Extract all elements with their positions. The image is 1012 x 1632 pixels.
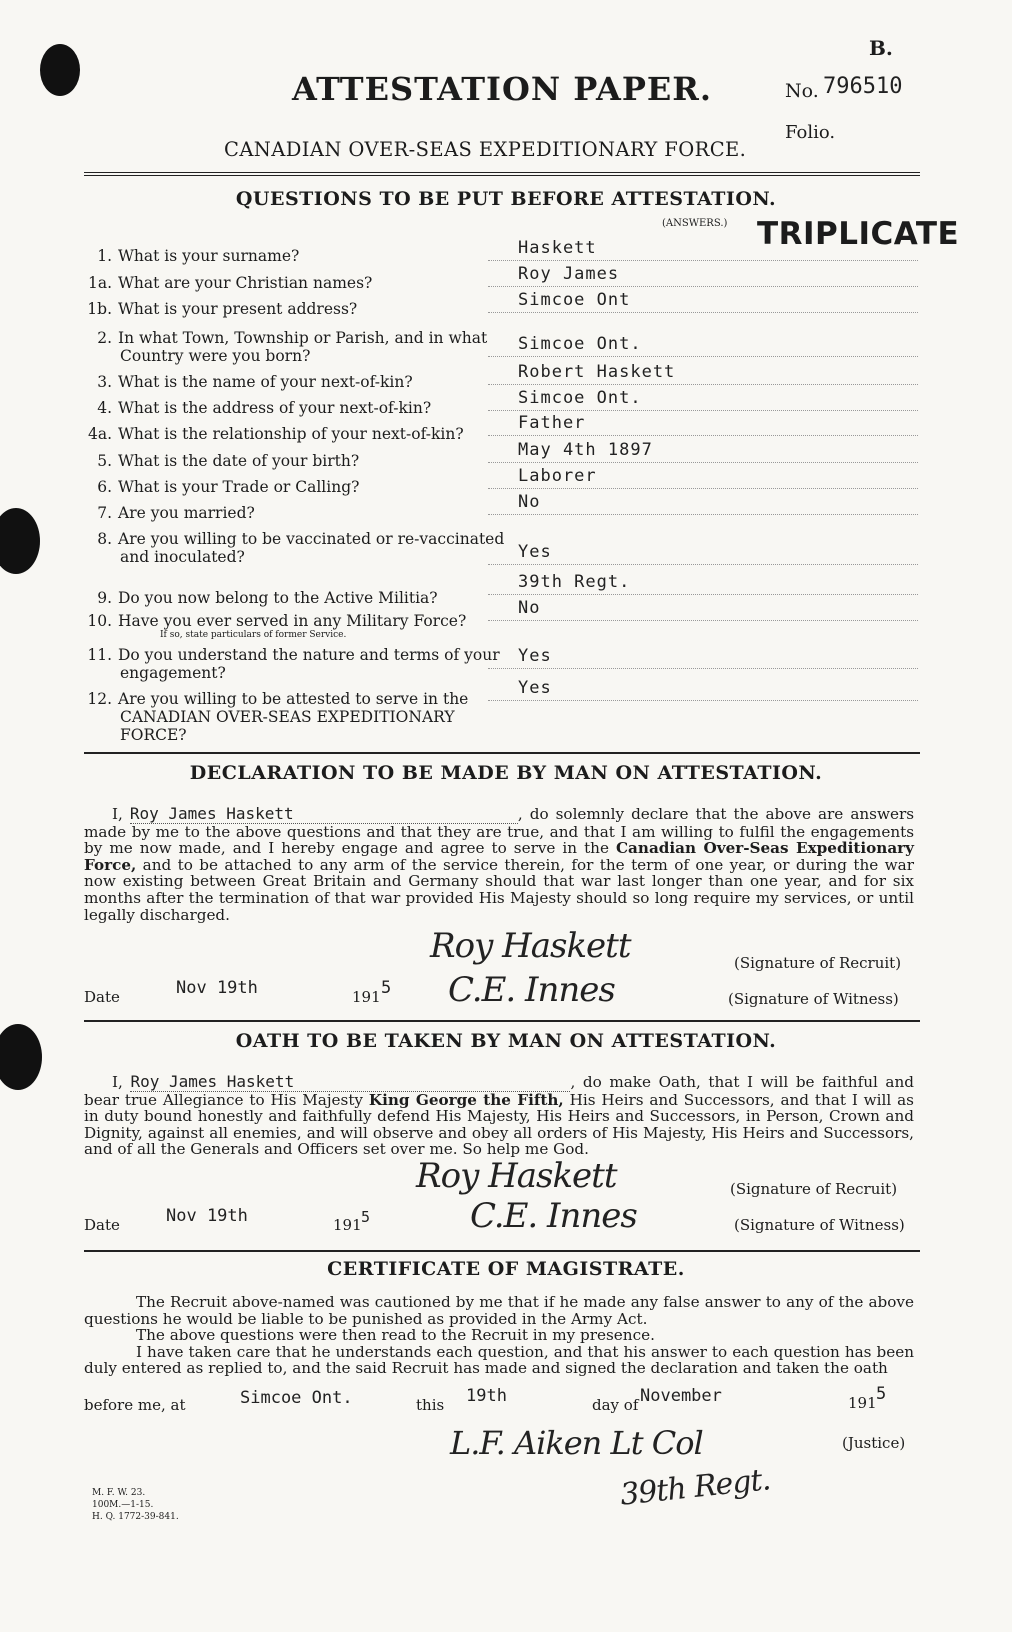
answer-line — [488, 356, 918, 357]
declaration-date: Nov 19th — [176, 978, 258, 998]
question-text: Have you ever served in any Military Force? — [118, 612, 467, 630]
question-item — [84, 373, 520, 392]
question-number: 4a. — [87, 425, 112, 443]
certificate-month: November — [640, 1386, 722, 1406]
question-number: 10. — [87, 612, 112, 630]
certificate-year-prefix: 191 — [848, 1394, 877, 1412]
declaration-text: I, Roy James Haskett , do solemnly declare that the above are answers made by me to the above questions and that they are true, and that I am willing to fulfil the engagements by me now made, and I hereby engage and agree to serve in the Canadian Over-Seas Expeditionary Force, and to be attached to any arm of the service therein, for the term of one year, or during the war now existing between Great Britain and Germany should that war last longer than one year, and for six months after the termination of that war provided His Majesty should so long require my services, or until legally discharged. — [84, 804, 914, 924]
question-number: 1. — [97, 247, 112, 265]
hq-reference: H. Q. 1772-39-841. — [92, 1512, 179, 1522]
answer-line — [488, 462, 918, 463]
year-suffix: 5 — [381, 978, 392, 998]
oath-year-suffix: 5 — [361, 1208, 371, 1226]
answer-line — [488, 488, 918, 489]
serial-number: 796510 — [823, 74, 903, 99]
answer-value: No — [518, 598, 541, 618]
questions-title: QUESTIONS TO BE PUT BEFORE ATTESTATION. — [235, 188, 777, 210]
question-number: 9. — [97, 589, 112, 607]
answer-line — [488, 384, 918, 385]
certificate-title: CERTIFICATE OF MAGISTRATE. — [327, 1258, 685, 1280]
question-number: 6. — [97, 478, 112, 496]
question-item — [84, 274, 520, 293]
question-item — [84, 425, 520, 444]
force-name: CANADIAN OVER-SEAS EXPEDITIONARY FORCE. — [224, 138, 747, 161]
recruit-signature: Roy Haskett — [430, 926, 631, 966]
day-of-label: day of — [592, 1396, 639, 1414]
question-item — [84, 589, 520, 608]
question-item — [84, 690, 520, 745]
question-number: 5. — [97, 452, 112, 470]
punch-hole — [40, 44, 80, 96]
answer-value: 39th Regt. — [518, 572, 631, 592]
form-code: M. F. W. 23. — [92, 1488, 146, 1498]
before-label: before me, at — [84, 1396, 186, 1414]
answers-label: (ANSWERS.) — [662, 218, 728, 229]
divider — [84, 172, 920, 176]
oath-witness-signature: C.E. Innes — [470, 1196, 637, 1236]
oath-date: Nov 19th — [166, 1206, 248, 1226]
answer-line — [488, 435, 918, 436]
divider — [84, 1020, 920, 1022]
question-text: Are you willing to be attested to serve in the CANADIAN OVER-SEAS EXPEDITIONARY FORCE? — [118, 690, 469, 744]
question-text: What is your present address? — [118, 300, 358, 318]
answer-value: Father — [518, 413, 586, 433]
certificate-text: The Recruit above-named was cautioned by me that if he made any false answer to any of the above questions he would be liable to be punished as provided in the Army Act. The above questions were then read to the Recruit in my presence. I have taken care that he understands each question, and that his answer to each question has been duly entered as replied to, and the said Recruit has made and signed the declaration and taken the oath — [84, 1293, 914, 1378]
question-text: What is your Trade or Calling? — [118, 478, 360, 496]
answer-value: Yes — [518, 542, 552, 562]
question-text: What is the address of your next-of-kin? — [118, 399, 432, 417]
question-text: Do you now belong to the Active Militia? — [118, 589, 438, 607]
magistrate-unit-signature: 39th Regt. — [618, 1462, 772, 1513]
answer-value: May 4th 1897 — [518, 440, 653, 460]
question-item — [84, 452, 520, 471]
oath-title: OATH TO BE TAKEN BY MAN ON ATTESTATION. — [235, 1030, 777, 1052]
question-text: What are your Christian names? — [118, 274, 373, 292]
answer-line — [488, 564, 918, 565]
punch-hole — [0, 508, 40, 574]
question-number: 1a. — [87, 274, 112, 292]
print-run: 100M.—1-15. — [92, 1500, 154, 1510]
question-item — [84, 478, 520, 497]
answer-line — [488, 312, 918, 313]
question-note: If so, state particulars of former Service. — [160, 630, 347, 640]
answer-line — [488, 594, 918, 595]
answer-value: Simcoe Ont. — [518, 388, 642, 408]
witness-signature-label: (Signature of Witness) — [728, 990, 899, 1008]
answer-value: Robert Haskett — [518, 362, 676, 382]
this-label: this — [416, 1396, 445, 1414]
answer-line — [488, 620, 918, 621]
question-number: 3. — [97, 373, 112, 391]
divider — [84, 1250, 920, 1252]
question-number: 1b. — [87, 300, 112, 318]
question-number: 7. — [97, 504, 112, 522]
answer-value: Haskett — [518, 238, 597, 258]
witness-signature: C.E. Innes — [448, 970, 615, 1010]
number-label: No. — [785, 80, 819, 102]
divider — [84, 752, 920, 754]
recruit-signature-label: (Signature of Recruit) — [734, 954, 902, 972]
answer-value: Yes — [518, 678, 552, 698]
answer-value: Simcoe Ont. — [518, 334, 642, 354]
question-text: Do you understand the nature and terms of your engagement? — [118, 646, 500, 682]
question-number: 11. — [87, 646, 112, 664]
triplicate-stamp: TRIPLICATE — [757, 216, 960, 252]
justice-label: (Justice) — [842, 1434, 906, 1452]
year-prefix: 191 — [352, 988, 381, 1006]
answer-line — [488, 514, 918, 515]
question-number: 2. — [97, 329, 112, 347]
answer-line — [488, 668, 918, 669]
question-item — [84, 504, 520, 523]
answer-value: Yes — [518, 646, 552, 666]
question-item — [84, 247, 520, 266]
oath-witness-signature-label: (Signature of Witness) — [734, 1216, 905, 1234]
question-item — [84, 646, 520, 683]
question-text: What is your surname? — [118, 247, 300, 265]
oath-date-label: Date — [84, 1216, 120, 1234]
answer-line — [488, 700, 918, 701]
date-label: Date — [84, 988, 120, 1006]
question-text: Are you willing to be vaccinated or re-vaccinated and inoculated? — [118, 530, 505, 566]
question-item — [84, 300, 520, 319]
question-text: What is the date of your birth? — [118, 452, 360, 470]
oath-text: I, Roy James Haskett , do make Oath, that I will be faithful and bear true Allegiance to His Majesty King George the Fifth, His Heirs and Successors, and that I will as in duty bound honestly and faithfully defend His Majesty, His Heirs and Successors, in Person, Crown and Dignity, against all enemies, and will observe and obey all orders of His Majesty, His Heirs and Successors, and of all the Generals and Officers set over me. So help me God. — [84, 1072, 914, 1159]
question-text: What is the name of your next-of-kin? — [118, 373, 413, 391]
answer-line — [488, 260, 918, 261]
certificate-day: 19th — [466, 1386, 507, 1406]
question-item — [84, 329, 520, 366]
question-number: 8. — [97, 530, 112, 548]
oath-year-prefix: 191 — [333, 1216, 362, 1234]
declaration-title: DECLARATION TO BE MADE BY MAN ON ATTESTATION. — [189, 762, 823, 784]
answer-line — [488, 286, 918, 287]
answer-value: Roy James — [518, 264, 620, 284]
certificate-place: Simcoe Ont. — [240, 1388, 353, 1408]
oath-recruit-signature-label: (Signature of Recruit) — [730, 1180, 898, 1198]
magistrate-signature: L.F. Aiken Lt Col — [450, 1424, 703, 1462]
question-number: 4. — [97, 399, 112, 417]
question-number: 12. — [87, 690, 112, 708]
question-item — [84, 612, 520, 643]
question-text: What is the relationship of your next-of-kin? — [118, 425, 464, 443]
answer-value: No — [518, 492, 541, 512]
answer-line — [488, 410, 918, 411]
question-text: In what Town, Township or Parish, and in what Country were you born? — [118, 329, 488, 365]
question-item — [84, 530, 520, 575]
folio-label: Folio. — [785, 122, 836, 143]
corner-letter: B. — [869, 36, 893, 60]
oath-recruit-signature: Roy Haskett — [416, 1156, 617, 1196]
certificate-year-suffix: 5 — [876, 1384, 887, 1404]
oath-name: Roy James Haskett — [130, 1074, 570, 1092]
question-text: Are you married? — [118, 504, 255, 522]
declaration-name: Roy James Haskett — [130, 806, 518, 824]
answer-value: Laborer — [518, 466, 597, 486]
question-item — [84, 399, 520, 418]
document-title: ATTESTATION PAPER. — [292, 70, 712, 108]
answer-value: Simcoe Ont — [518, 290, 631, 310]
